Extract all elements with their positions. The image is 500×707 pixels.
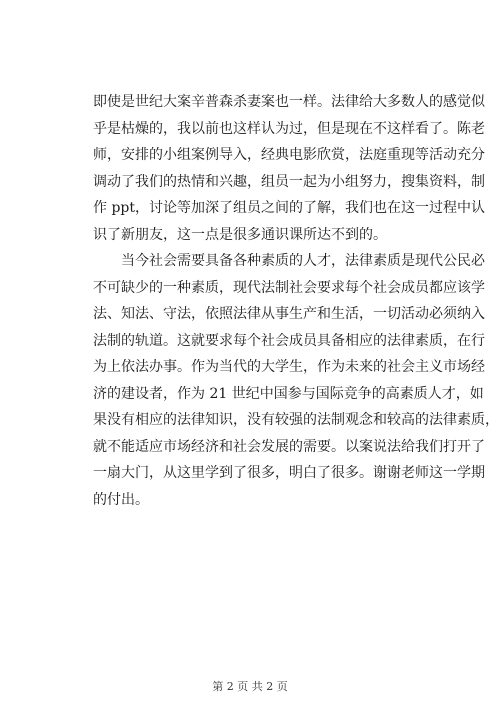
paragraph-2-line-9: 一扇大门，从这里学到了很多，明白了很多。谢谢老师这一学期 (93, 465, 485, 481)
paragraph-2-line-3: 法、知法、守法，依照法律从事生产和生活，一切活动必须纳入 (93, 306, 485, 322)
page-number-label: 第 2 页 共 2 页 (212, 680, 288, 693)
paragraph-1-line-5: 作 ppt，讨论等加深了组员之间的了解，我们也在这一过程中认 (93, 200, 485, 216)
paragraph-2-line-4: 法制的轨道。这就要求每个社会成员具备相应的法律素质，在行 (93, 332, 485, 349)
paragraph-1-line-3: 师，安排的小组案例导入，经典电影欣赏，法庭重现等活动充分 (93, 147, 485, 163)
page-footer (0, 678, 500, 694)
paragraph-1-line-2: 乎是枯燥的，我以前也这样认为过，但是现在不这样看了。陈老 (93, 120, 485, 137)
paragraph-2-line-1: 当今社会需要具备各种素质的人才，法律素质是现代公民必 (121, 253, 485, 269)
paragraph-1-line-6: 识了新朋友，这一点是很多通识课所达不到的。 (93, 226, 387, 243)
paragraph-2-line-7: 果没有相应的法律知识，没有较强的法制观念和较高的法律素质， (93, 412, 499, 428)
paragraph-2-line-8: 就不能适应市场经济和社会发展的需要。以案说法给我们打开了 (93, 438, 485, 455)
body-text (93, 89, 499, 513)
paragraph-2-line-6: 济的建设者，作为 21 世纪中国参与国际竞争的高素质人才，如 (93, 385, 484, 402)
paragraph-2-line-5: 为上依法办事。作为当代的大学生，作为未来的社会主义市场经 (93, 359, 485, 375)
paragraph-2-line-10: 的付出。 (93, 491, 149, 508)
paragraph-2-line-2: 不可缺少的一种素质，现代法制社会要求每个社会成员都应该学 (93, 279, 485, 296)
paragraph-1-line-1: 即使是世纪大案辛普森杀妻案也一样。法律给大多数人的感觉似 (93, 94, 485, 110)
paragraph-1-line-4: 调动了我们的热情和兴趣，组员一起为小组努力，搜集资料，制 (93, 173, 485, 190)
